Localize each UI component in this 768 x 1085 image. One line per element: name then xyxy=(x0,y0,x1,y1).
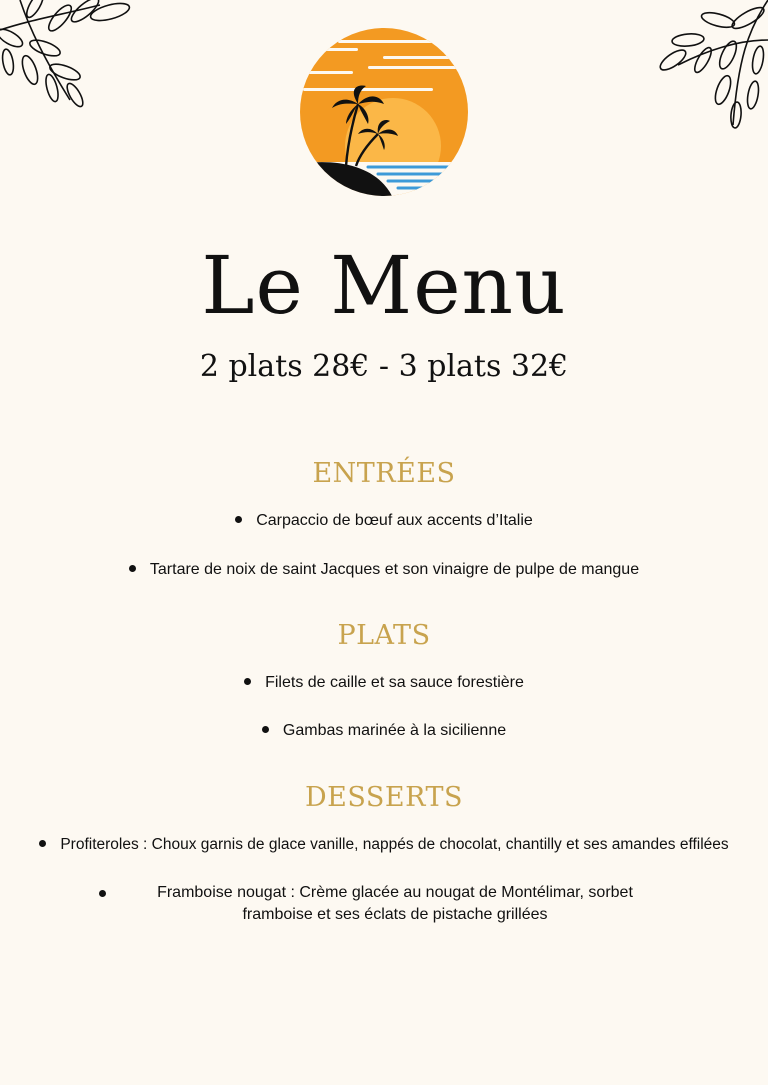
section-title-plats: PLATS xyxy=(337,620,431,651)
list-item: Filets de caille et sa sauce forestière xyxy=(0,672,768,694)
list-item: Carpaccio de bœuf aux accents d’Italie xyxy=(0,510,768,532)
bullet-icon xyxy=(39,840,46,847)
leaf-branch-icon xyxy=(648,0,768,130)
sunset-palm-logo xyxy=(298,26,470,198)
list-item: Gambas marinée à la sicilienne xyxy=(0,720,768,742)
list-item: Tartare de noix de saint Jacques et son vinaigre de pulpe de mangue xyxy=(0,559,768,581)
list-item: Framboise nougat : Crème glacée au nougat de Montélimar, sorbet framboise et ses éclats de pistache grillées xyxy=(95,882,695,926)
leaf-branch-icon xyxy=(0,0,135,110)
bullet-icon xyxy=(244,678,251,685)
bullet-icon xyxy=(99,890,106,897)
bullet-icon xyxy=(235,516,242,523)
list-item: Profiteroles : Choux garnis de glace vanille, nappés de chocolat, chantilly et ses amandes effilées xyxy=(0,834,768,856)
bullet-icon xyxy=(262,726,269,733)
bullet-icon xyxy=(129,565,136,572)
price-subtitle: 2 plats 28€ - 3 plats 32€ xyxy=(199,349,569,384)
section-title-entrees: ENTRÉES xyxy=(312,458,456,489)
page-title: Le Menu xyxy=(201,239,567,332)
section-title-desserts: DESSERTS xyxy=(305,782,463,813)
